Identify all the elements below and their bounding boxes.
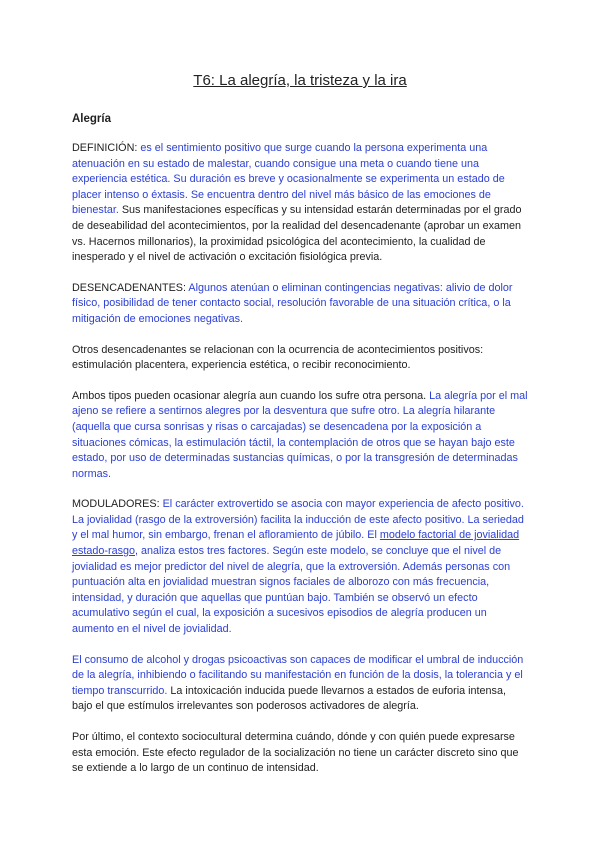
moduladores-highlight-3: , analiza estos tres factores. — [135, 545, 270, 558]
paragraph-moduladores — [72, 497, 528, 637]
ambos-tipos-highlight: La alegría por el mal ajeno se refiere a sentirnos alegres por la desventura que sufre otro. La alegría hilarante (aquella que cursa sonrisas y risas o carcajadas) se desencadena por la exposición a situaciones cómicas, la estimulación táctil, la contemplación de otros que se hayan bajo este estado, por uso de determinadas sustancias químicas, o por la transgresión de determinadas normas. — [72, 389, 528, 480]
consumo-text: La intoxicación inducida puede llevarnos a estados de euforia intensa, bajo el que estímulos irrelevantes son poderosos activadores de alegría. — [72, 684, 506, 713]
page-title: T6: La alegría, la tristeza y la ira — [193, 72, 407, 89]
paragraph-contexto: Por último, el contexto sociocultural determina cuándo, dónde y con quién puede expresarse esta emoción. Este efecto regulador de la socialización no tiene un carácter discreto sino que se extiende a lo largo de un continuo de intensidad. — [72, 731, 519, 775]
paragraph-desencadenantes — [72, 281, 528, 328]
ambos-tipos-text: Ambos tipos pueden ocasionar alegría aun cuando los sufre otra persona. — [72, 389, 430, 402]
paragraph-ambos-tipos — [72, 389, 528, 483]
paragraph-otros-desencadenantes: Otros desencadenantes se relacionan con la ocurrencia de acontecimientos positivos: estimulación placentera, experiencia estética, o recibir reconocimiento. — [72, 343, 484, 372]
paragraph-definicion — [72, 141, 528, 266]
paragraph-consumo — [72, 653, 528, 715]
moduladores-highlight-1: El carácter extrovertido se asocia con mayor experiencia de afecto positivo. — [162, 498, 524, 511]
definicion-text: Sus manifestaciones específicas y su intensidad estarán determinadas por el grado de deseabilidad del acontecimientos, por la realidad del desencadenante (aprobar un examen vs. Hacernos millonarios), la proximidad psicológica del acontecimiento, la cualidad de inesperado y el nivel de activación o excitación fisiológica previa. — [72, 204, 522, 264]
desencadenantes-highlight: Algunos atenúan o eliminan contingencias negativas: alivio de dolor físico, posibilidad de tener contacto social, resolución favorable de una situación crítica, o la mitigación de emociones negativas. — [72, 281, 513, 325]
definicion-highlight: es el sentimiento positivo que surge cuando la persona experimenta una atenuación en su estado de malestar, cuando consigue una meta o cuando tiene una experiencia estética. Su duración es breve y ocasionalmente se experimenta un estado de placer intenso o éxtasis. Se encuentra dentro del nivel más básico de las emociones de bienestar. — [72, 142, 505, 217]
section-heading: Alegría — [72, 113, 111, 125]
desencadenantes-label: DESENCADENANTES: — [72, 281, 189, 294]
modelo-factorial-link[interactable]: modelo factorial de jovialidad estado-rasgo — [72, 529, 520, 558]
definicion-label: DEFINICIÓN: — [72, 142, 141, 154]
moduladores-label: MODULADORES: — [72, 498, 163, 511]
consumo-highlight: El consumo de alcohol y drogas psicoactivas son capaces de modificar el umbral de inducción de la alegría, inhibiendo o facilitando su manifestación en función de la dosis, la tolerancia y el tiempo transcurrido. — [72, 653, 524, 697]
moduladores-highlight-2: La jovialidad (rasgo de la extroversión) facilita la inducción de este afecto positivo. La seriedad y el mal humor, sin embargo, frenan el afloramiento de júbilo. El — [72, 513, 524, 542]
moduladores-highlight-4: Según este modelo, se concluye que el nivel de jovialidad es mejor predictor del nivel de alegría, que la extroversión. Además personas con puntuación alta en jovialidad muestran signos faciales de alborozo con más frecuencia, intensidad, y duración que aquellas que puntúan bajo. También se observó un efecto acumulativo según el cual, la exposición a sucesivos episodios de alegría producen un aumento en el nivel de jovialidad. — [72, 545, 511, 636]
